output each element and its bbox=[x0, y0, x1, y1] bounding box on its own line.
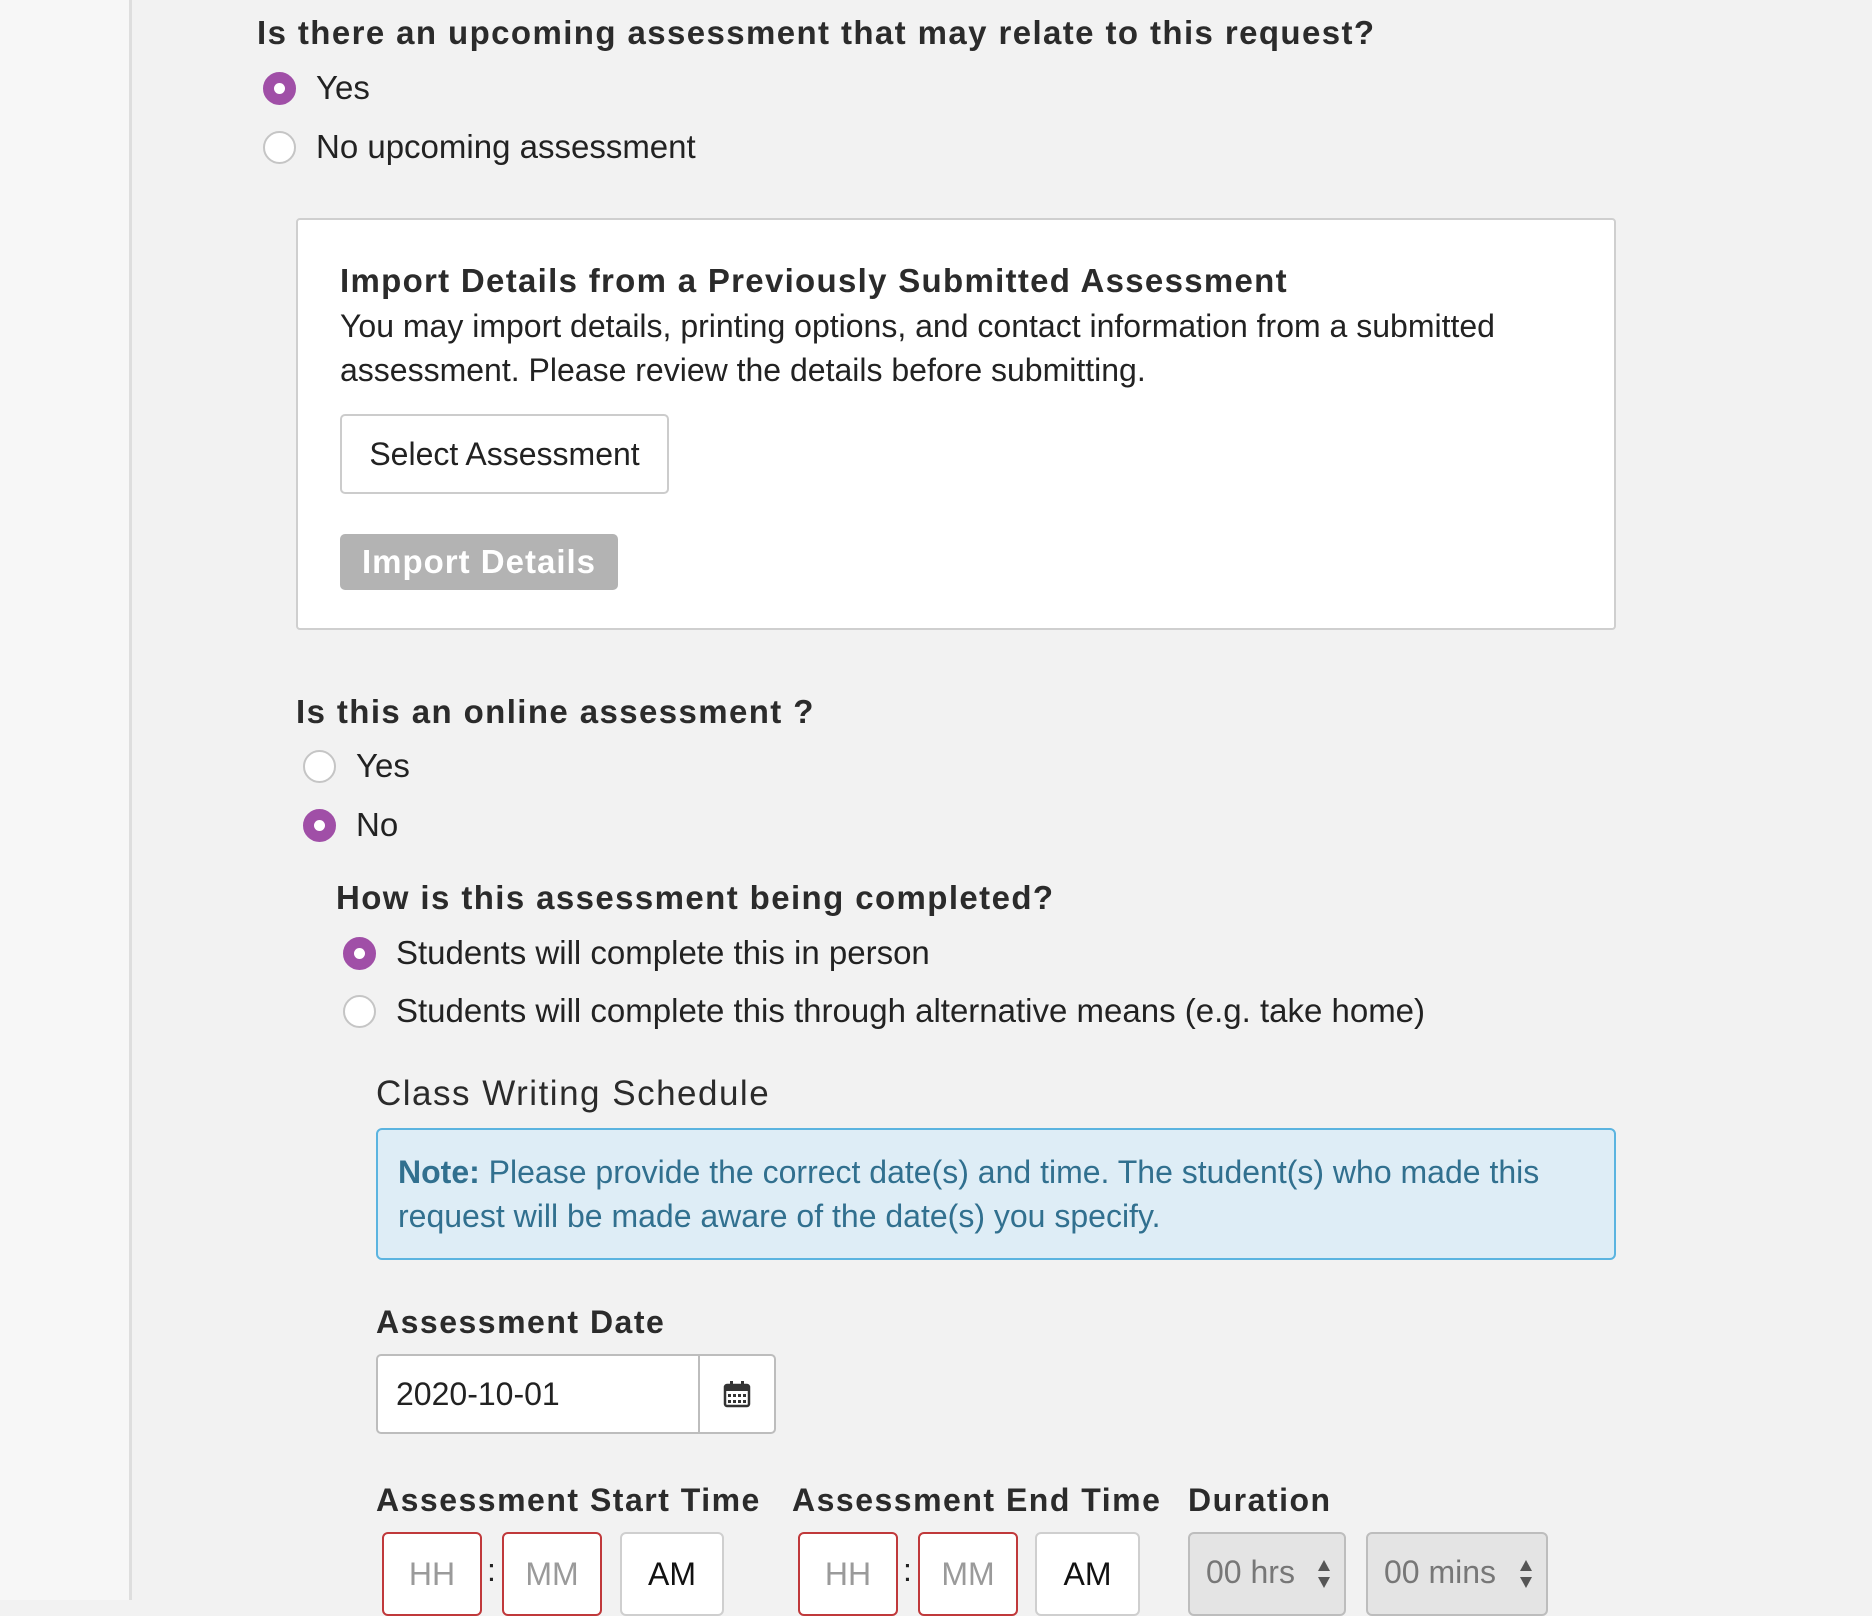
upcoming-yes-radio[interactable] bbox=[263, 72, 296, 105]
completion-in-person-radio[interactable] bbox=[343, 937, 376, 970]
calendar-icon bbox=[723, 1380, 751, 1408]
online-no-label: No bbox=[356, 806, 399, 843]
assessment-date-label: Assessment Date bbox=[376, 1304, 666, 1340]
assessment-date-input[interactable] bbox=[376, 1354, 700, 1434]
import-panel-description: You may import details, printing options, and contact information from a submitted assessment. Please review the details before submitting. bbox=[340, 308, 1495, 388]
completion-alternative-radio[interactable] bbox=[343, 995, 376, 1028]
end-ampm-select[interactable]: AM bbox=[1035, 1532, 1140, 1616]
end-hour-input[interactable]: HH bbox=[798, 1532, 898, 1616]
upcoming-yes-label: Yes bbox=[316, 69, 370, 106]
start-time-label: Assessment Start Time bbox=[376, 1482, 761, 1518]
schedule-note bbox=[376, 1128, 1616, 1260]
online-no-radio[interactable] bbox=[303, 809, 336, 842]
completion-in-person-option[interactable] bbox=[343, 934, 930, 972]
online-assessment-question: Is this an online assessment ? bbox=[296, 693, 815, 730]
note-label: Note: bbox=[398, 1154, 480, 1190]
online-no-option[interactable] bbox=[303, 806, 398, 844]
completion-question: How is this assessment being completed? bbox=[336, 879, 1055, 916]
spinner-icon bbox=[1518, 1558, 1534, 1590]
online-yes-radio[interactable] bbox=[303, 750, 336, 783]
upcoming-no-radio[interactable] bbox=[263, 131, 296, 164]
calendar-button[interactable] bbox=[698, 1354, 776, 1434]
end-time-colon: : bbox=[903, 1552, 912, 1588]
schedule-section-title: Class Writing Schedule bbox=[376, 1074, 771, 1113]
import-details-panel bbox=[296, 218, 1616, 630]
end-time-label: Assessment End Time bbox=[792, 1482, 1162, 1518]
select-assessment-button[interactable]: Select Assessment bbox=[340, 414, 669, 494]
upcoming-yes-option[interactable] bbox=[263, 69, 370, 107]
start-ampm-select[interactable]: AM bbox=[620, 1532, 724, 1616]
duration-minutes-select[interactable] bbox=[1366, 1532, 1548, 1616]
duration-label: Duration bbox=[1188, 1482, 1332, 1518]
duration-hours-select[interactable] bbox=[1188, 1532, 1346, 1616]
left-gutter bbox=[0, 0, 132, 1600]
note-text: Please provide the correct date(s) and time. The student(s) who made this request will be made aware of the date(s) you specify. bbox=[398, 1154, 1540, 1234]
start-minute-input[interactable]: MM bbox=[502, 1532, 602, 1616]
duration-minutes-value: 00 mins bbox=[1384, 1554, 1497, 1590]
duration-hours-value: 00 hrs bbox=[1206, 1554, 1295, 1590]
import-details-button[interactable]: Import Details bbox=[340, 534, 618, 590]
completion-alternative-option[interactable] bbox=[343, 992, 1425, 1030]
completion-alternative-label: Students will complete this through alternative means (e.g. take home) bbox=[396, 992, 1426, 1029]
online-yes-option[interactable] bbox=[303, 747, 410, 785]
upcoming-no-label: No upcoming assessment bbox=[316, 128, 696, 165]
online-yes-label: Yes bbox=[356, 747, 410, 784]
completion-in-person-label: Students will complete this in person bbox=[396, 934, 930, 971]
upcoming-no-option[interactable] bbox=[263, 128, 696, 166]
spinner-icon bbox=[1316, 1558, 1332, 1590]
import-panel-title: Import Details from a Previously Submitted Assessment bbox=[340, 262, 1288, 299]
upcoming-assessment-question: Is there an upcoming assessment that may relate to this request? bbox=[257, 14, 1376, 51]
end-minute-input[interactable]: MM bbox=[918, 1532, 1018, 1616]
start-hour-input[interactable]: HH bbox=[382, 1532, 482, 1616]
start-time-colon: : bbox=[487, 1552, 496, 1588]
